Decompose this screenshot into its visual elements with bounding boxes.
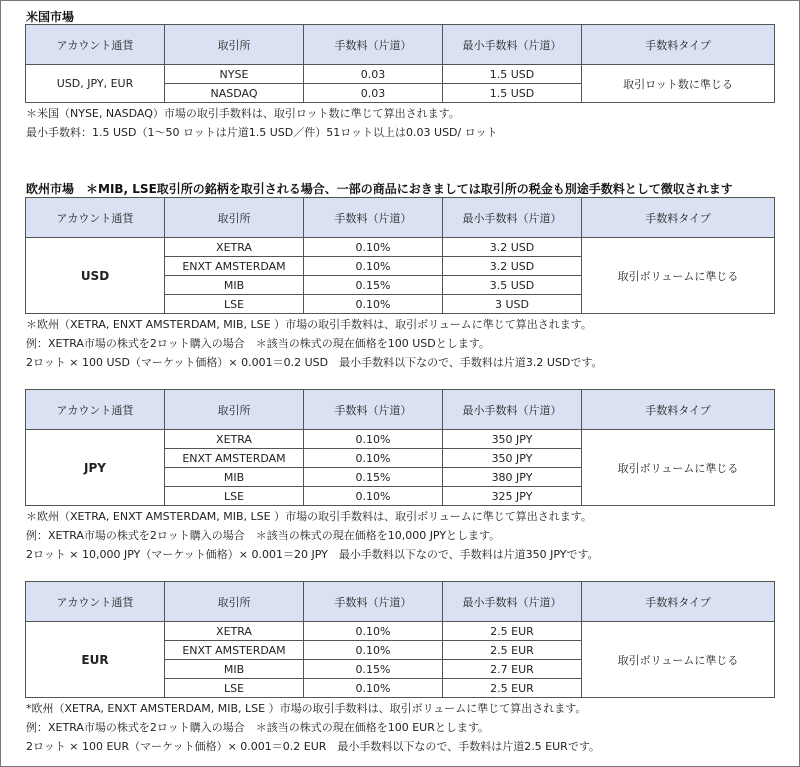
min-fee-cell: 380 JPY xyxy=(443,468,582,487)
fee-cell: 0.15% xyxy=(304,660,443,679)
account-currency-cell: USD xyxy=(26,238,165,314)
exchange-cell: MIB xyxy=(165,276,304,295)
eu-usd-note-1: ＊欧州（XETRA, ENXT AMSTERDAM, MIB, LSE ）市場の取引手数料は、取引ボリュームに準じて算出されます。 xyxy=(26,318,592,331)
table-header-row xyxy=(26,198,775,238)
header-fee-type: 手数料タイプ xyxy=(582,198,775,238)
us-note-2: 最小手数料：1.5 USD（1〜50 ロットは片道1.5 USD／件）51ロット以上は0.03 USD/ ロット xyxy=(26,126,498,139)
eu-jpy-note-1: ＊欧州（XETRA, ENXT AMSTERDAM, MIB, LSE ）市場の取引手数料は、取引ボリュームに準じて算出されます。 xyxy=(26,510,592,523)
header-min-fee: 最小手数料（片道） xyxy=(443,198,582,238)
min-fee-cell: 1.5 USD xyxy=(443,65,582,84)
table-row xyxy=(26,430,775,449)
header-fee-type: 手数料タイプ xyxy=(582,582,775,622)
header-exchange: 取引所 xyxy=(165,582,304,622)
header-min-fee: 最小手数料（片道） xyxy=(443,582,582,622)
exchange-cell: ENXT AMSTERDAM xyxy=(165,449,304,468)
fee-type-cell: 取引ボリュームに準じる xyxy=(582,622,775,698)
account-currency-cell: EUR xyxy=(26,622,165,698)
min-fee-cell: 2.5 EUR xyxy=(443,679,582,698)
header-fee-type: 手数料タイプ xyxy=(582,390,775,430)
min-fee-cell: 3.2 USD xyxy=(443,238,582,257)
min-fee-cell: 350 JPY xyxy=(443,449,582,468)
fee-cell: 0.10% xyxy=(304,257,443,276)
header-min-fee: 最小手数料（片道） xyxy=(443,25,582,65)
eu-usd-note-3: 2ロット × 100 USD（マーケット価格）× 0.001＝0.2 USD 最小手数料以下なので、手数料は片道3.2 USDです。 xyxy=(26,356,603,369)
eu-jpy-fee-table xyxy=(25,389,775,506)
header-currency: アカウント通貨 xyxy=(26,390,165,430)
fee-cell: 0.10% xyxy=(304,622,443,641)
header-currency: アカウント通貨 xyxy=(26,582,165,622)
table-row xyxy=(26,238,775,257)
header-fee: 手数料（片道） xyxy=(304,25,443,65)
eu-usd-note-2: 例：XETRA市場の株式を2ロット購入の場合 ＊該当の株式の現在価格を100 USDとします。 xyxy=(26,337,490,350)
min-fee-cell: 2.5 EUR xyxy=(443,622,582,641)
eu-eur-note-3: 2ロット × 100 EUR（マーケット価格）× 0.001＝0.2 EUR 最小手数料以下なので、手数料は片道2.5 EURです。 xyxy=(26,740,600,753)
table-header-row xyxy=(26,25,775,65)
header-currency: アカウント通貨 xyxy=(26,198,165,238)
fee-cell: 0.03 xyxy=(304,65,443,84)
min-fee-cell: 3.5 USD xyxy=(443,276,582,295)
min-fee-cell: 1.5 USD xyxy=(443,84,582,103)
header-fee-type: 手数料タイプ xyxy=(582,25,775,65)
exchange-cell: ENXT AMSTERDAM xyxy=(165,641,304,660)
min-fee-cell: 3 USD xyxy=(443,295,582,314)
exchange-cell: LSE xyxy=(165,487,304,506)
table-header-row xyxy=(26,390,775,430)
exchange-cell: XETRA xyxy=(165,430,304,449)
header-fee: 手数料（片道） xyxy=(304,390,443,430)
header-min-fee: 最小手数料（片道） xyxy=(443,390,582,430)
min-fee-cell: 2.5 EUR xyxy=(443,641,582,660)
eu-usd-fee-table xyxy=(25,197,775,314)
exchange-cell: LSE xyxy=(165,295,304,314)
table-row xyxy=(26,65,775,84)
header-fee: 手数料（片道） xyxy=(304,582,443,622)
account-currency-cell: JPY xyxy=(26,430,165,506)
fee-cell: 0.10% xyxy=(304,430,443,449)
exchange-cell: MIB xyxy=(165,660,304,679)
us-fee-table xyxy=(25,24,775,103)
exchange-cell: NASDAQ xyxy=(165,84,304,103)
fee-cell: 0.10% xyxy=(304,487,443,506)
min-fee-cell: 350 JPY xyxy=(443,430,582,449)
table-row xyxy=(26,622,775,641)
eu-market-title: 欧州市場 ＊MIB, LSE取引所の銘柄を取引される場合、一部の商品におきましては取引所の税金も別途手数料として徴収されます xyxy=(26,182,733,196)
fee-cell: 0.15% xyxy=(304,276,443,295)
fee-cell: 0.10% xyxy=(304,641,443,660)
eu-jpy-note-3: 2ロット × 10,000 JPY（マーケット価格）× 0.001＝20 JPY 最小手数料以下なので、手数料は片道350 JPYです。 xyxy=(26,548,599,561)
fee-type-cell: 取引ロット数に準じる xyxy=(582,65,775,103)
eu-jpy-note-2: 例：XETRA市場の株式を2ロット購入の場合 ＊該当の株式の現在価格を10,000 JPYとします。 xyxy=(26,529,501,542)
exchange-cell: MIB xyxy=(165,468,304,487)
eu-eur-note-1: *欧州（XETRA, ENXT AMSTERDAM, MIB, LSE ）市場の取引手数料は、取引ボリュームに準じて算出されます。 xyxy=(26,702,587,715)
min-fee-cell: 3.2 USD xyxy=(443,257,582,276)
table-header-row xyxy=(26,582,775,622)
exchange-cell: ENXT AMSTERDAM xyxy=(165,257,304,276)
eu-eur-note-2: 例：XETRA市場の株式を2ロット購入の場合 ＊該当の株式の現在価格を100 EURとします。 xyxy=(26,721,489,734)
fee-type-cell: 取引ボリュームに準じる xyxy=(582,238,775,314)
header-exchange: 取引所 xyxy=(165,390,304,430)
account-currency-cell: USD, JPY, EUR xyxy=(26,65,165,103)
fee-type-cell: 取引ボリュームに準じる xyxy=(582,430,775,506)
min-fee-cell: 2.7 EUR xyxy=(443,660,582,679)
us-note-1: ＊米国（NYSE, NASDAQ）市場の取引手数料は、取引ロット数に準じて算出されます。 xyxy=(26,107,460,120)
us-market-title: 米国市場 xyxy=(26,10,75,24)
exchange-cell: XETRA xyxy=(165,622,304,641)
exchange-cell: LSE xyxy=(165,679,304,698)
fee-cell: 0.10% xyxy=(304,295,443,314)
eu-eur-fee-table xyxy=(25,581,775,698)
header-currency: アカウント通貨 xyxy=(26,25,165,65)
fee-cell: 0.10% xyxy=(304,449,443,468)
fee-cell: 0.15% xyxy=(304,468,443,487)
fee-cell: 0.10% xyxy=(304,679,443,698)
header-fee: 手数料（片道） xyxy=(304,198,443,238)
fee-cell: 0.10% xyxy=(304,238,443,257)
header-exchange: 取引所 xyxy=(165,198,304,238)
exchange-cell: XETRA xyxy=(165,238,304,257)
fee-cell: 0.03 xyxy=(304,84,443,103)
min-fee-cell: 325 JPY xyxy=(443,487,582,506)
exchange-cell: NYSE xyxy=(165,65,304,84)
header-exchange: 取引所 xyxy=(165,25,304,65)
